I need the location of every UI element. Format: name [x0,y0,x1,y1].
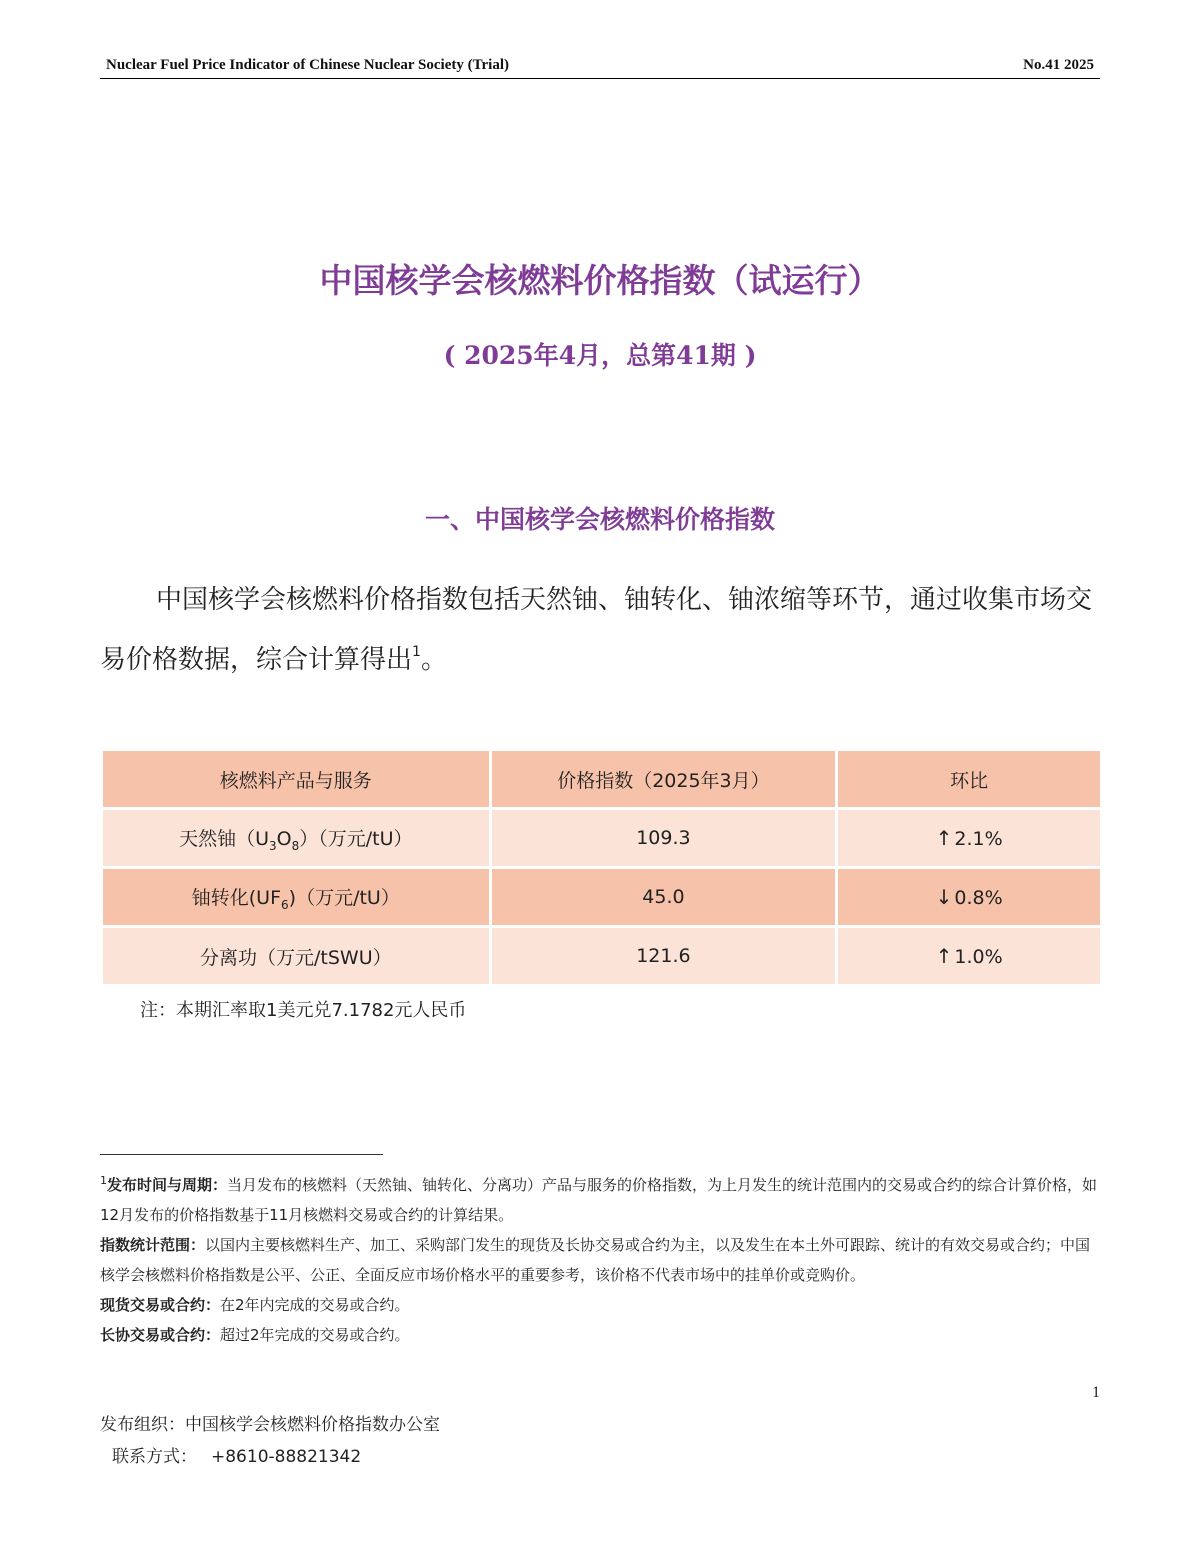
footnote-item: $^1$发布时间与周期：当月发布的核燃料（天然铀、铀转化、分离功）产品与服务的价格指数，为上月发生的统计范围内的交易或合约的综合计算价格，如12月发布的价格指数基于11月核燃料交易或合约的计算结果。 [100,1174,1098,1224]
footnote-ref: 1 [412,644,421,660]
section-heading: 一、中国核学会核燃料价格指数 [424,505,775,534]
contact-info [112,1442,361,1467]
product-name: 铀转化$(UF_6)$（万元/tU） [103,869,489,925]
intro-end: 。 [420,645,447,675]
table-row [103,869,1100,925]
exchange-rate-note: 注：本期汇率取1美元兑7.1782元人民币 [140,1000,467,1021]
table-header-change: 环比 [838,751,1100,807]
change-value: ↓ 0.8% [838,869,1100,925]
intro-paragraph [100,570,1100,690]
change-value: ↑ 1.0% [838,928,1100,984]
price-index-value: 109.3 [492,810,836,866]
contact-label: 联系方式： [112,1447,197,1467]
price-index-value: 121.6 [492,928,836,984]
change-value: ↑ 2.1% [838,810,1100,866]
price-index-value: 45.0 [492,869,836,925]
publisher: 发布组织：中国核学会核燃料价格指数办公室 [100,1415,440,1435]
table-row [103,928,1100,984]
footnotes [100,1170,1100,1350]
price-index-table [100,748,1103,987]
arrow-up-icon: ↑ [935,826,953,850]
document-subtitle: ( 2025年4月，总第41期 ) [443,341,757,370]
footnote-item: 长协交易或合约：超过2年完成的交易或合约。 [100,1326,410,1344]
table-header-index: 价格指数（2025年3月） [492,751,836,807]
footnote-item: 现货交易或合约：在2年内完成的交易或合约。 [100,1296,410,1314]
contact-phone: +8610-88821342 [211,1447,362,1467]
arrow-up-icon: ↑ [935,944,953,968]
header-title: Nuclear Fuel Price Indicator of Chinese Nuclear Society (Trial) [106,57,509,73]
footnote-item: 指数统计范围：以国内主要核燃料生产、加工、采购部门发生的现货及长协交易或合约为主，以及发生在本土外可跟踪、统计的有效交易或合约；中国核学会核燃料价格指数是公平、公正、全面反应市场价格水平的重要参考，该价格不代表市场中的挂单价或竞购价。 [100,1236,1091,1284]
page-number: 1 [1092,1384,1100,1401]
document-title: 中国核学会核燃料价格指数（试运行） [319,261,881,300]
arrow-down-icon: ↓ [935,885,953,909]
table-header-product: 核燃料产品与服务 [103,751,489,807]
footnote-divider [100,1154,383,1155]
table-row [103,810,1100,866]
product-name: 分离功（万元/tSWU） [103,928,489,984]
product-name: 天然铀$(U_3O_8)$（万元/tU） [103,810,489,866]
page-header [100,54,1100,79]
intro-text: 中国核学会核燃料价格指数包括天然铀、铀转化、铀浓缩等环节，通过收集市场交易价格数据，综合计算得出 [100,585,1093,675]
issue-number: No.41 2025 [1023,57,1094,73]
table-header-row [103,751,1100,807]
